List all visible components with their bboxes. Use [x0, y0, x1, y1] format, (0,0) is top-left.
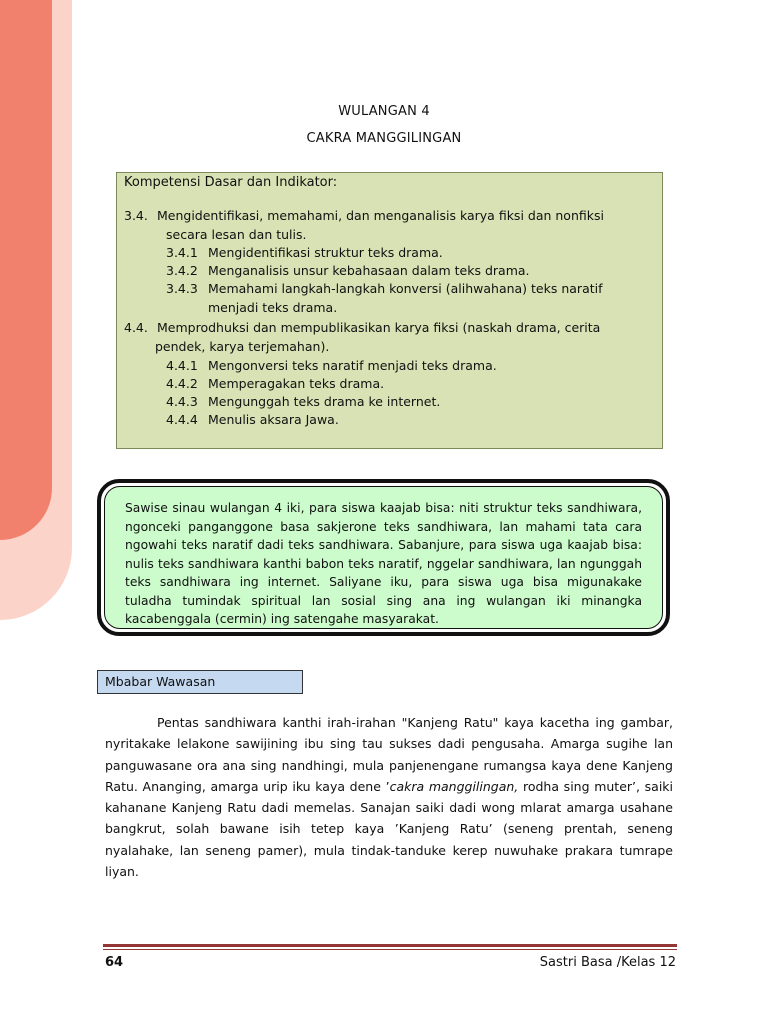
book-title: Sastri Basa /Kelas 12 — [539, 955, 676, 970]
kd1-item-num: 3.4.3 — [166, 281, 198, 296]
section-label: Mbabar Wawasan — [97, 670, 303, 694]
paragraph-text: Pentas sandhiwara kanthi irah-irahan "Kanjeng Ratu" kaya kacetha ing gambar, nyritakake lelakone sawijining ibu sing tau sukses dadi pengusaha. Amarga sugihe lan panguwasane ora ana sing nandhingi, mula panjenengane rumangsa kaya dene Kanjeng Ratu. Ananging, amarga urip iku kaya dene ’ — [105, 715, 673, 794]
kd1-item-text: Mengidentifikasi struktur teks drama. — [208, 245, 443, 260]
kd1-text-cont: secara lesan dan tulis. — [166, 227, 307, 242]
kd1-item-text: Menganalisis unsur kebahasaan dalam teks drama. — [208, 263, 530, 278]
side-decoration-band — [0, 0, 72, 620]
competency-heading: Kompetensi Dasar dan Indikator: — [124, 175, 338, 190]
body-paragraph — [105, 712, 673, 882]
kd1-text: Mengidentifikasi, memahami, dan menganalisis karya fiksi dan nonfiksi — [157, 208, 604, 223]
competency-box — [116, 172, 663, 449]
page-number: 64 — [105, 955, 124, 970]
kd2-item-text: Mengunggah teks drama ke internet. — [208, 394, 441, 409]
kd2-item-num: 4.4.3 — [166, 394, 198, 409]
kd2-item-text: Mengonversi teks naratif menjadi teks drama. — [208, 358, 497, 373]
kd2-item-num: 4.4.2 — [166, 376, 198, 391]
kd2-text: Memprodhuksi dan mempublikasikan karya fiksi (naskah drama, cerita — [157, 320, 601, 335]
kd1-number: 3.4. — [124, 208, 148, 223]
kd1-item-text: Memahami langkah-langkah konversi (alihwahana) teks naratif — [208, 281, 603, 296]
kd2-item-text: Memperagakan teks drama. — [208, 376, 385, 391]
kd1-item-text-cont: menjadi teks drama. — [208, 300, 338, 315]
learning-objective-text: Sawise sinau wulangan 4 iki, para siswa kaajab bisa: niti struktur teks sandhiwara, ngonceki panganggone basa sakjerone teks sandhiwara, lan mahami tata cara ngowahi teks naratif dadi teks sandhiwara. Sabanjure, para siswa uga kaajab bisa: nulis teks sandhiwara kanthi babon teks naratif, nggelar sandhiwara, lan ngunggah teks sandhiwara ing internet. Saliyane iku, para siswa uga bisa migunakake tuladha tumindak spiritual lan sosial sing ana ing wulangan iki minangka kacabenggala (cermin) ing satengahe masyarakat. — [104, 486, 663, 629]
kd2-number: 4.4. — [124, 320, 148, 335]
side-decoration-inner — [0, 0, 52, 540]
kd1-item-num: 3.4.1 — [166, 245, 198, 260]
kd2-item-num: 4.4.1 — [166, 358, 198, 373]
kd2-item-num: 4.4.4 — [166, 412, 198, 427]
lesson-heading: WULANGAN 4 — [338, 104, 430, 119]
paragraph-italic-phrase: cakra manggilingan, — [389, 778, 519, 794]
paragraph-text-cont: rodha sing muter’, saiki kahanane Kanjeng Ratu dadi memelas. Sanajan saiki dadi wong mlarat amarga usahane bangkrut, solah bawane isih tetep kaya ’Kanjeng Ratu’ (seneng prentah, seneng nyalahake, lan seneng pamer), mula tindak-tanduke kerep nuwuhake prakara tumrape liyan. — [105, 778, 674, 880]
lesson-title: CAKRA MANGGILINGAN — [306, 131, 462, 146]
footer-rule — [103, 944, 677, 947]
kd2-text-cont: pendek, karya terjemahan). — [155, 339, 330, 354]
kd1-item-num: 3.4.2 — [166, 263, 198, 278]
kd2-item-text: Menulis aksara Jawa. — [208, 412, 339, 427]
learning-objective-box — [97, 479, 670, 636]
footer-rule-thin — [103, 949, 677, 950]
